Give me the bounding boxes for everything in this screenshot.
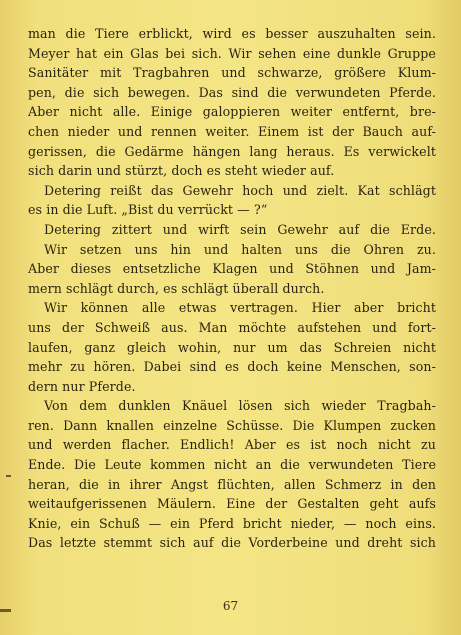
text-line: dern nur Pferde.: [28, 378, 136, 394]
text-line: ren. Dann knallen einzelne Schüsse. Die Klumpen zucken: [28, 417, 436, 433]
text-line: Wir setzen uns hin und halten uns die Ohren zu.: [44, 241, 436, 257]
text-line: sich darin und stürzt, doch es steht wieder auf.: [28, 163, 335, 179]
text-line: Knie, ein Schuß — ein Pferd bricht nieder, — noch eins.: [28, 515, 436, 531]
text-line: weitaufgerissenen Mäulern. Eine der Gestalten geht aufs: [28, 496, 436, 512]
text-line: Wir können alle etwas vertragen. Hier aber bricht: [44, 300, 436, 316]
text-line: mehr zu hören. Dabei sind es doch keine Menschen, son-: [28, 359, 436, 375]
text-line: laufen, ganz gleich wohin, nur um das Schreien nicht: [28, 339, 436, 355]
text-line: es in die Luft. „Bist du verrückt — ?“: [28, 202, 268, 218]
text-line: Meyer hat ein Glas bei sich. Wir sehen eine dunkle Gruppe: [28, 45, 436, 61]
text-line: heran, die in ihrer Angst flüchten, allen Schmerz in den: [28, 476, 436, 492]
text-line: mern schlägt durch, es schlägt überall durch.: [28, 280, 325, 296]
text-line: Aber dieses entsetzliche Klagen und Stöhnen und Jam-: [28, 261, 436, 277]
text-line: pen, die sich bewegen. Das sind die verwundeten Pferde.: [28, 84, 436, 100]
text-line: Detering zittert und wirft sein Gewehr auf die Erde.: [44, 221, 436, 237]
body-text: [28, 24, 436, 553]
text-line: man die Tiere erblickt, wird es besser auszuhalten sein.: [28, 26, 436, 41]
text-line: chen nieder und rennen weiter. Einem ist der Bauch auf-: [28, 123, 436, 139]
text-line: gerissen, die Gedärme hängen lang heraus. Es verwickelt: [28, 143, 436, 159]
text-line: Das letzte stemmt sich auf die Vorderbeine und dreht sich: [28, 535, 436, 551]
text-line: und werden flacher. Endlich! Aber es ist noch nicht zu: [28, 437, 436, 453]
text-line: Ende. Die Leute kommen nicht an die verwundeten Tiere: [28, 457, 436, 473]
page-number: 67: [222, 599, 239, 613]
text-line: Aber nicht alle. Einige galoppieren weiter entfernt, bre-: [28, 104, 436, 120]
text-line: uns der Schweiß aus. Man möchte aufstehen und fort-: [28, 319, 436, 335]
text-line: Detering reißt das Gewehr hoch und zielt. Kat schlägt: [44, 182, 436, 198]
margin-mark: [6, 475, 11, 477]
text-line: Sanitäter mit Tragbahren und schwarze, größere Klum-: [28, 65, 436, 81]
text-line: Von dem dunklen Knäuel lösen sich wieder Tragbah-: [44, 398, 436, 414]
